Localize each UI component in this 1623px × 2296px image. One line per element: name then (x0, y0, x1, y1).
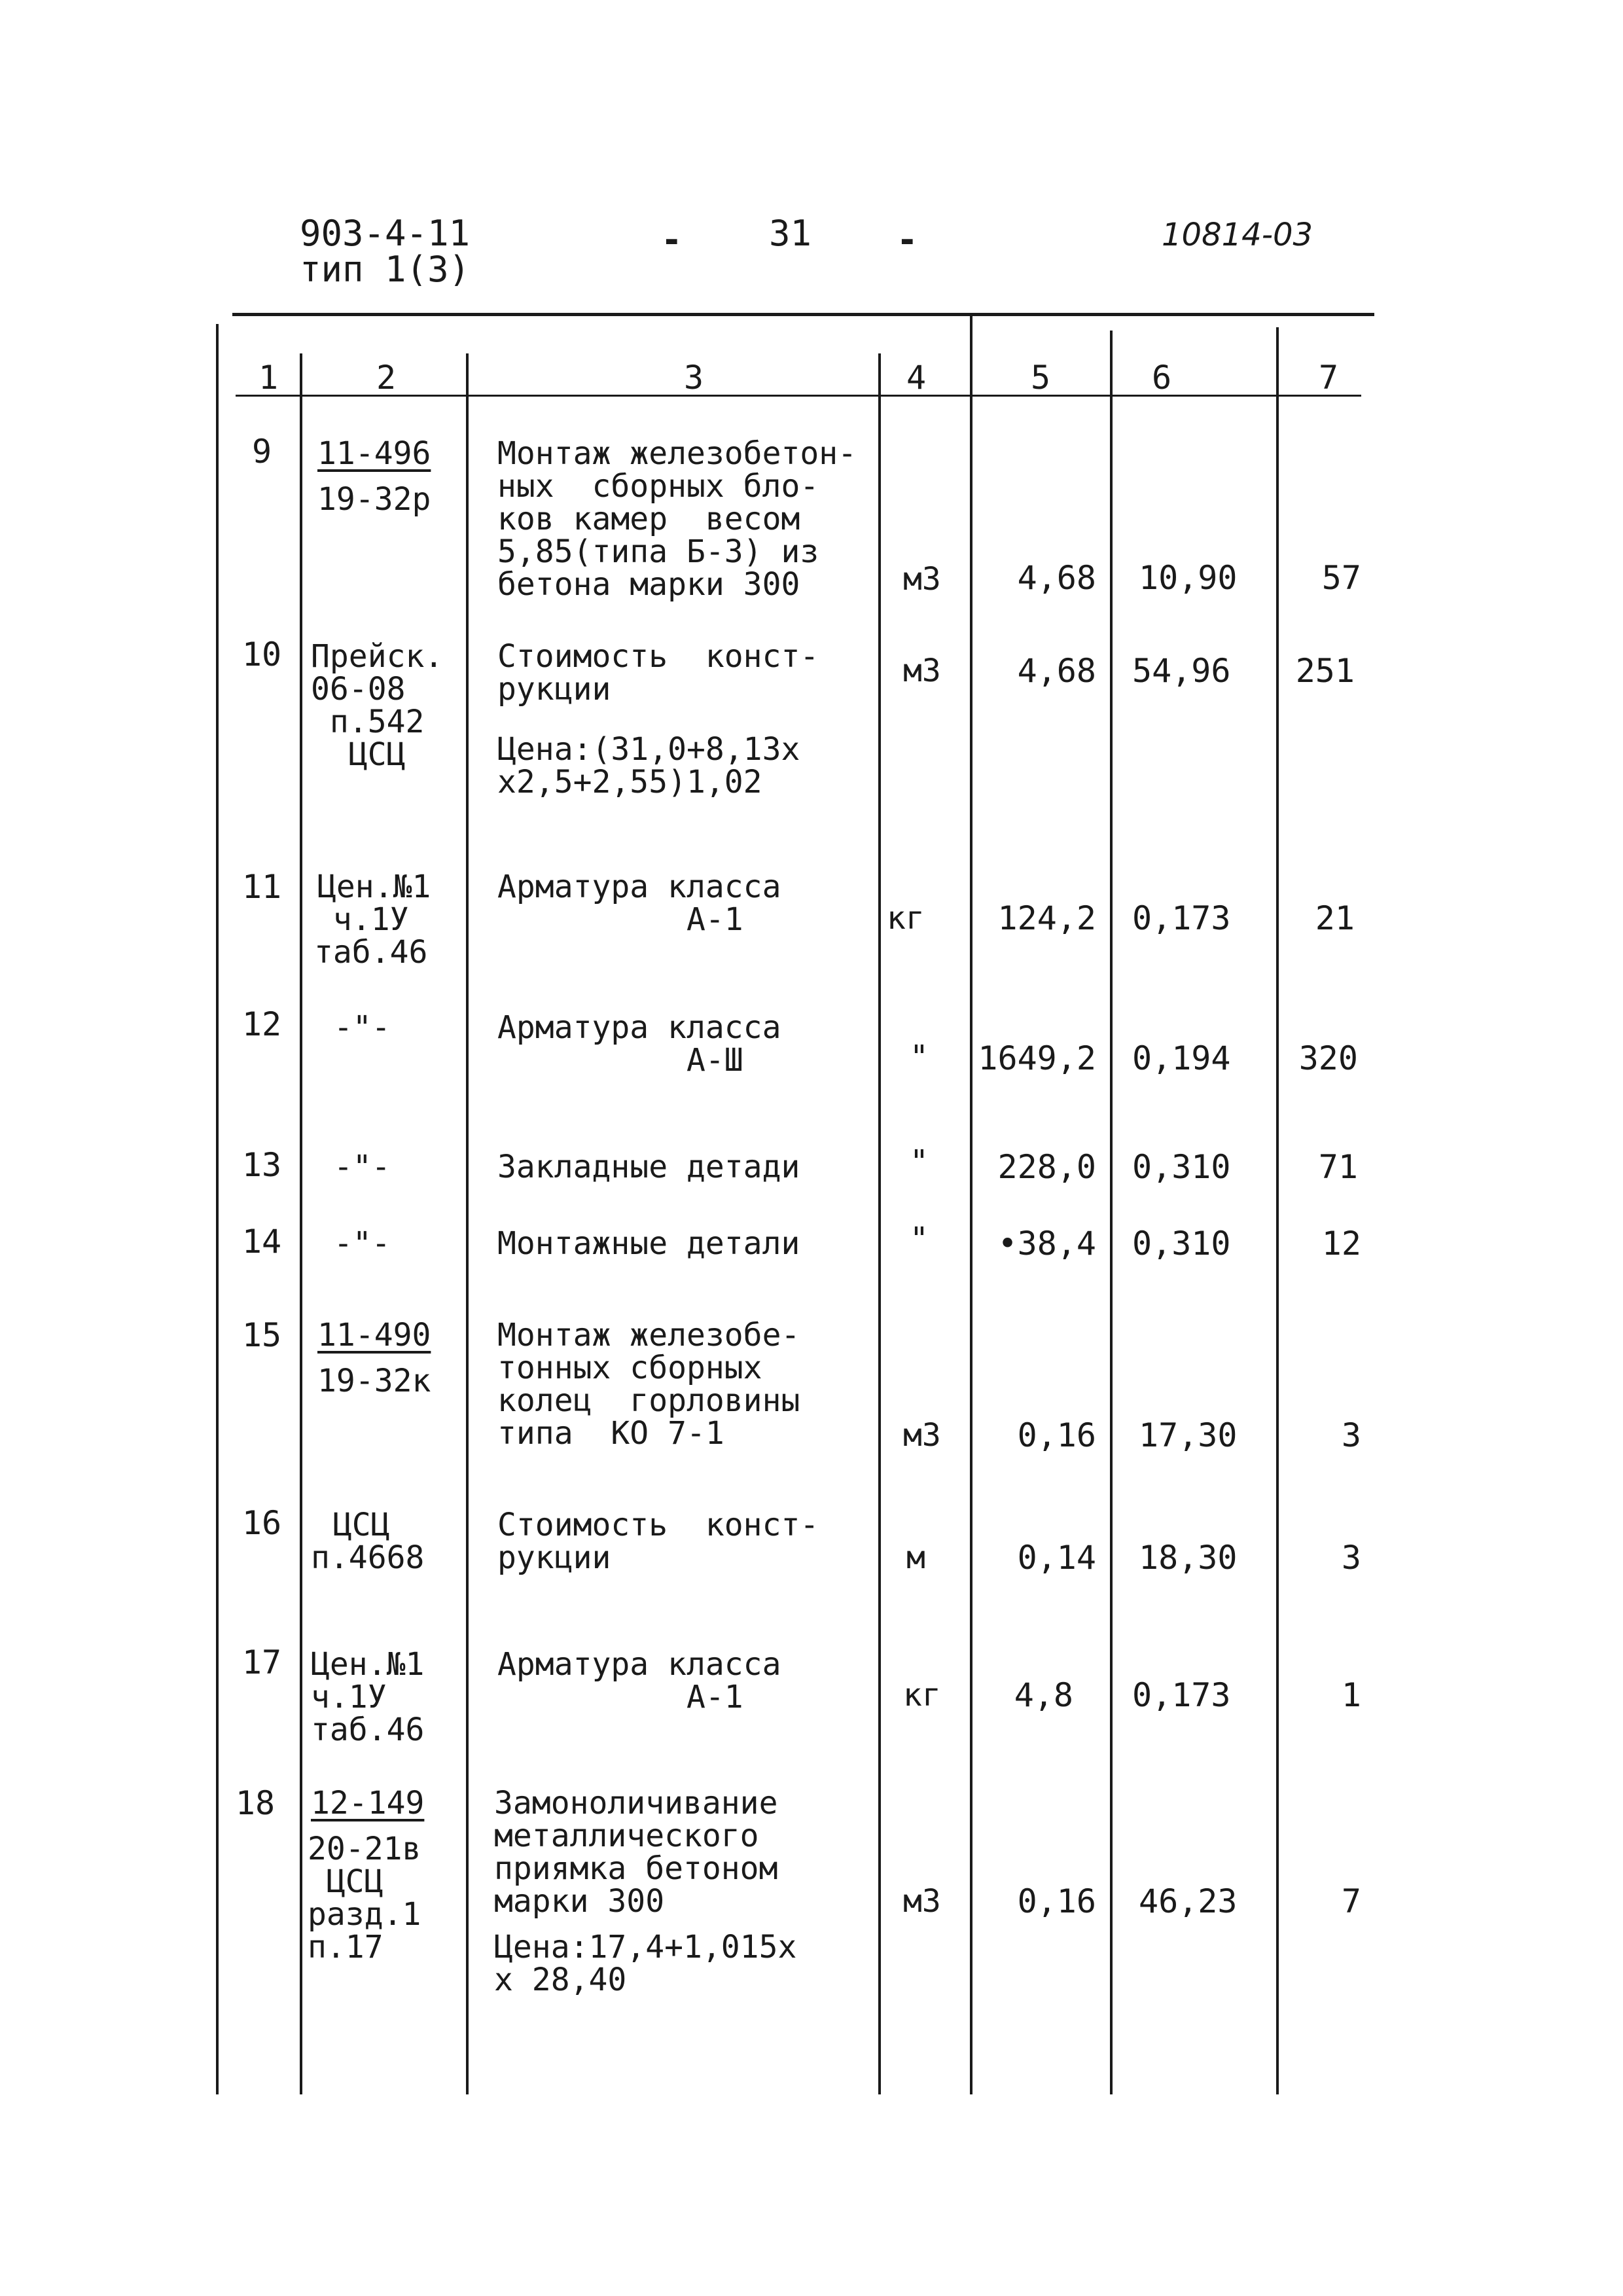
column-number-2: 2 (376, 359, 397, 397)
norm-reference: 11-496 (317, 435, 431, 472)
unit-price: 10,90 (1139, 559, 1238, 597)
document-reference: 10814-03 (1162, 217, 1313, 253)
row-number: 17 (241, 1643, 282, 1681)
quantity: 0,16 (1017, 1416, 1096, 1454)
column-number-1: 1 (258, 359, 279, 397)
page-dash-right: - (897, 219, 918, 260)
total-cost: 21 (1315, 899, 1355, 937)
quantity: 228,0 (997, 1148, 1096, 1186)
work-description: Монтажные детали (497, 1225, 800, 1262)
quantity: 4,68 (1017, 559, 1096, 597)
unit-price: 46,23 (1139, 1882, 1238, 1920)
row-number: 18 (235, 1784, 276, 1822)
unit: " (910, 1143, 929, 1180)
norm-reference-sub: ч.1У таб.46 (311, 1679, 425, 1748)
total-cost: 71 (1318, 1148, 1358, 1186)
unit-price: 17,30 (1139, 1416, 1238, 1454)
column-divider-2 (466, 353, 469, 2094)
unit: м (906, 1539, 925, 1576)
row-number: 14 (241, 1223, 282, 1261)
page-number: 31 (769, 213, 812, 254)
column-divider-3 (878, 353, 881, 2094)
total-cost: 3 (1341, 1416, 1361, 1454)
norm-reference: 12-149 (311, 1785, 425, 1821)
work-description: Арматура класса А-1 (497, 869, 781, 938)
unit-price: 0,173 (1132, 1676, 1231, 1714)
price-formula: Цена:(31,0+8,13х х2,5+2,55)1,02 (497, 731, 800, 800)
unit: кг (887, 900, 925, 937)
norm-reference: ЦСЦ (314, 1507, 390, 1543)
unit-price: 0,310 (1132, 1148, 1231, 1186)
table-left-border (216, 324, 219, 2094)
norm-reference-sub: ч.1У таб.46 (314, 901, 428, 971)
norm-reference-sub: п.4668 (311, 1539, 425, 1576)
unit: кг (903, 1677, 941, 1713)
column-number-3: 3 (683, 359, 704, 397)
column-number-7: 7 (1318, 359, 1339, 397)
column-number-4: 4 (906, 359, 927, 397)
unit: " (910, 1039, 929, 1075)
quantity: 1649,2 (978, 1039, 1096, 1077)
work-description: Монтаж железобетон- ных сборных бло- ков камер весом 5,85(типа Б-3) из бетона марки 300 (497, 435, 857, 603)
column-divider-1 (300, 353, 302, 2094)
norm-reference-sub: 20-21в ЦСЦ разд.1 п.17 (308, 1831, 421, 1965)
column-number-5: 5 (1030, 359, 1051, 397)
column-number-6: 6 (1151, 359, 1172, 397)
unit: м3 (903, 561, 941, 598)
price-formula: Цена:17,4+1,015х х 28,40 (494, 1929, 797, 1998)
work-description: Закладные детади (497, 1149, 800, 1185)
norm-reference: Цен.№1 (311, 1646, 425, 1683)
table-top-border (232, 313, 1374, 316)
quantity: 4,8 (1014, 1676, 1073, 1714)
unit: м3 (903, 1883, 941, 1920)
work-description: Стоимость конст- рукции (497, 638, 819, 708)
row-number: 15 (241, 1316, 282, 1354)
row-number: 10 (241, 636, 282, 673)
total-cost: 57 (1321, 559, 1361, 597)
column-divider-4 (970, 314, 972, 2094)
row-number: 11 (241, 868, 282, 906)
norm-reference-sub: 19-32р (317, 481, 431, 518)
work-description: Арматура класса А-Ш (497, 1009, 781, 1079)
unit-price: 0,194 (1132, 1039, 1231, 1077)
unit-price: 0,173 (1132, 899, 1231, 937)
norm-reference: -"- (334, 1149, 391, 1185)
quantity: 4,68 (1017, 652, 1096, 690)
norm-reference: -"- (334, 1225, 391, 1262)
quantity: •38,4 (997, 1225, 1096, 1263)
unit: м3 (903, 1417, 941, 1454)
row-number: 9 (251, 433, 272, 471)
norm-reference: 11-490 (317, 1317, 431, 1354)
unit-price: 18,30 (1139, 1539, 1238, 1577)
work-description: Стоимость конст- рукции (497, 1507, 819, 1576)
unit-price: 54,96 (1132, 652, 1231, 690)
quantity: 124,2 (997, 899, 1096, 937)
norm-reference: -"- (334, 1009, 391, 1046)
document-code: 903-4-11 (300, 213, 471, 254)
norm-reference-sub: 19-32к (317, 1363, 431, 1399)
total-cost: 7 (1341, 1882, 1361, 1920)
total-cost: 320 (1298, 1039, 1358, 1077)
total-cost: 12 (1321, 1225, 1361, 1263)
column-divider-5 (1110, 331, 1113, 2094)
total-cost: 1 (1341, 1676, 1361, 1714)
unit-price: 0,310 (1132, 1225, 1231, 1263)
total-cost: 3 (1341, 1539, 1361, 1577)
row-number: 16 (241, 1504, 282, 1542)
document-type: тип 1(3) (300, 249, 471, 290)
total-cost: 251 (1295, 652, 1355, 690)
quantity: 0,14 (1017, 1539, 1096, 1577)
quantity: 0,16 (1017, 1882, 1096, 1920)
unit: м3 (903, 653, 941, 689)
unit: " (910, 1221, 929, 1257)
column-divider-6 (1276, 327, 1279, 2094)
work-description: Замоноличивание металлического приямка бетоном марки 300 (494, 1785, 778, 1920)
norm-reference-sub: 06-08 п.542 ЦСЦ (311, 671, 425, 773)
page-dash-left: - (661, 219, 683, 260)
norm-reference: Прейск. (311, 638, 444, 675)
norm-reference: Цен.№1 (317, 869, 431, 905)
work-description: Арматура класса А-1 (497, 1646, 781, 1715)
row-number: 13 (241, 1146, 282, 1184)
row-number: 12 (241, 1005, 282, 1043)
work-description: Монтаж железобе- тонных сборных колец горловины типа КО 7-1 (497, 1317, 800, 1452)
